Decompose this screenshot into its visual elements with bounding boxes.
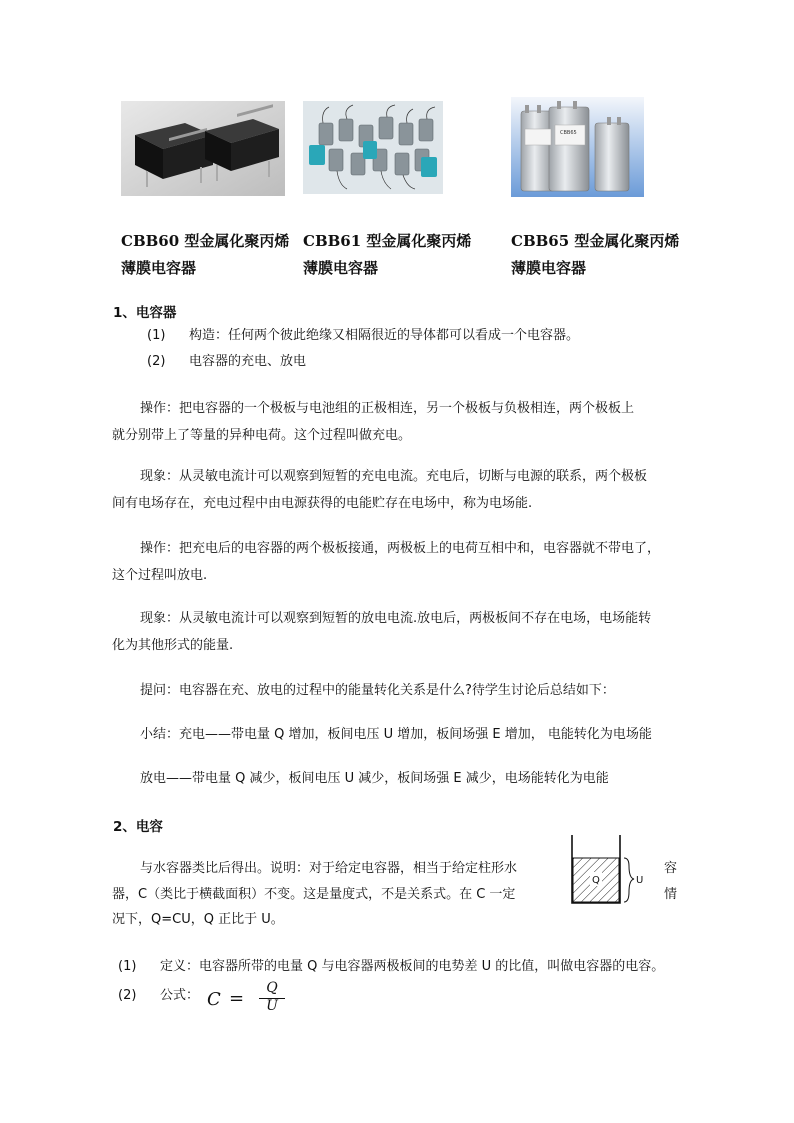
formula-numerator: Q [266, 980, 278, 996]
diagram-label-q: Q [592, 875, 600, 886]
para-charge-operation-line1: 操作：把电容器的一个极板与电池组的正极相连，另一个极板与负极相连，两个极板上 [140, 401, 635, 416]
section2-item-2 [118, 983, 199, 1008]
para-discharge-phenomenon-line2: 化为其他形式的能量. [112, 638, 234, 653]
photo-cbb65 [511, 97, 644, 197]
photo-cbb61 [303, 101, 443, 194]
para-charge-phenomenon [112, 464, 647, 516]
section2-side-char-1: 容 [664, 861, 678, 876]
section1-item-1-num: (1) [147, 328, 166, 343]
section2-side-char-2: 情 [664, 887, 678, 902]
caption-cbb61-line2: 薄膜电容器 [303, 259, 379, 277]
para-charge-operation-line2: 就分别带上了等量的异种电荷。这个过程叫做充电。 [112, 428, 412, 443]
para-charge-phenomenon-line2: 间有电场存在，充电过程中由电源获得的电能贮存在电场中，称为电场能. [112, 496, 533, 511]
section2-item-1-text: 定义：电容器所带的电量 Q 与电容器两极板间的电势差 U 的比值，叫做电容器的电容。 [160, 959, 665, 974]
section1-item-2-num: (2) [147, 354, 166, 369]
diagram-label-u: U [636, 875, 644, 886]
section2-intro-line2: 器，C（类比于横截面积）不变。这是量度式，不是关系式。在 C 一定 [112, 887, 516, 902]
water-container-diagram [566, 832, 646, 906]
para-summary: 小结：充电——带电量 Q 增加，板间电压 U 增加，板间场强 E 增加， 电能转化为电场能 [140, 727, 652, 742]
section1-heading: 1、电容器 [113, 305, 177, 321]
section2-item-2-text: 公式： [160, 988, 200, 1003]
formula-lhs: C [207, 989, 221, 1010]
section1-item-1-text: 构造：任何两个彼此绝缘又相隔很近的导体都可以看成一个电容器。 [189, 328, 580, 343]
section1-item-2 [147, 349, 306, 374]
section2-item-1-num: (1) [118, 959, 137, 974]
caption-cbb65 [511, 228, 679, 282]
formula-equals: = [229, 988, 245, 1009]
section2-item-1 [118, 954, 664, 979]
caption-cbb61 [303, 228, 471, 282]
section1-item-1 [147, 323, 579, 348]
section2-intro-line3: 况下，Q=CU，Q 正比于 U。 [112, 912, 284, 927]
capacitance-formula [207, 982, 297, 1016]
caption-cbb60 [121, 228, 289, 282]
caption-cbb60-line2: 薄膜电容器 [121, 259, 197, 277]
para-question: 提问：电容器在充、放电的过程中的能量转化关系是什么?待学生讨论后总结如下： [140, 683, 615, 698]
para-charge-operation [112, 396, 634, 448]
para-discharge-operation [112, 536, 660, 588]
caption-cbb60-line1: CBB60 型金属化聚丙烯 [121, 232, 290, 250]
para-discharge-summary: 放电——带电量 Q 减少，板间电压 U 减少，板间场强 E 减少，电场能转化为电能 [140, 771, 609, 786]
caption-cbb65-line1: CBB65 型金属化聚丙烯 [511, 232, 680, 250]
caption-cbb61-line1: CBB61 型金属化聚丙烯 [303, 232, 472, 250]
para-discharge-phenomenon [112, 606, 651, 658]
section2-intro-line1: 与水容器类比后得出。说明：对于给定电容器，相当于给定柱形水 [140, 861, 518, 876]
cbb65-photo-label: CBB65 [560, 130, 577, 136]
photo-cbb60 [121, 101, 285, 196]
section2-item-2-num: (2) [118, 988, 137, 1003]
formula-denominator: U [266, 998, 278, 1014]
section1-item-2-text: 电容器的充电、放电 [189, 354, 307, 369]
para-charge-phenomenon-line1: 现象：从灵敏电流计可以观察到短暂的充电电流。充电后，切断与电源的联系，两个极板 [140, 469, 648, 484]
caption-cbb65-line2: 薄膜电容器 [511, 259, 587, 277]
section2-heading: 2、电容 [113, 819, 163, 835]
para-discharge-operation-line1: 操作：把充电后的电容器的两个极板接通，两极板上的电荷互相中和，电容器就不带电了， [140, 541, 661, 556]
para-discharge-phenomenon-line1: 现象：从灵敏电流计可以观察到短暂的放电电流.放电后，两极板间不存在电场，电场能转 [140, 611, 652, 626]
para-discharge-operation-line2: 这个过程叫放电. [112, 568, 208, 583]
